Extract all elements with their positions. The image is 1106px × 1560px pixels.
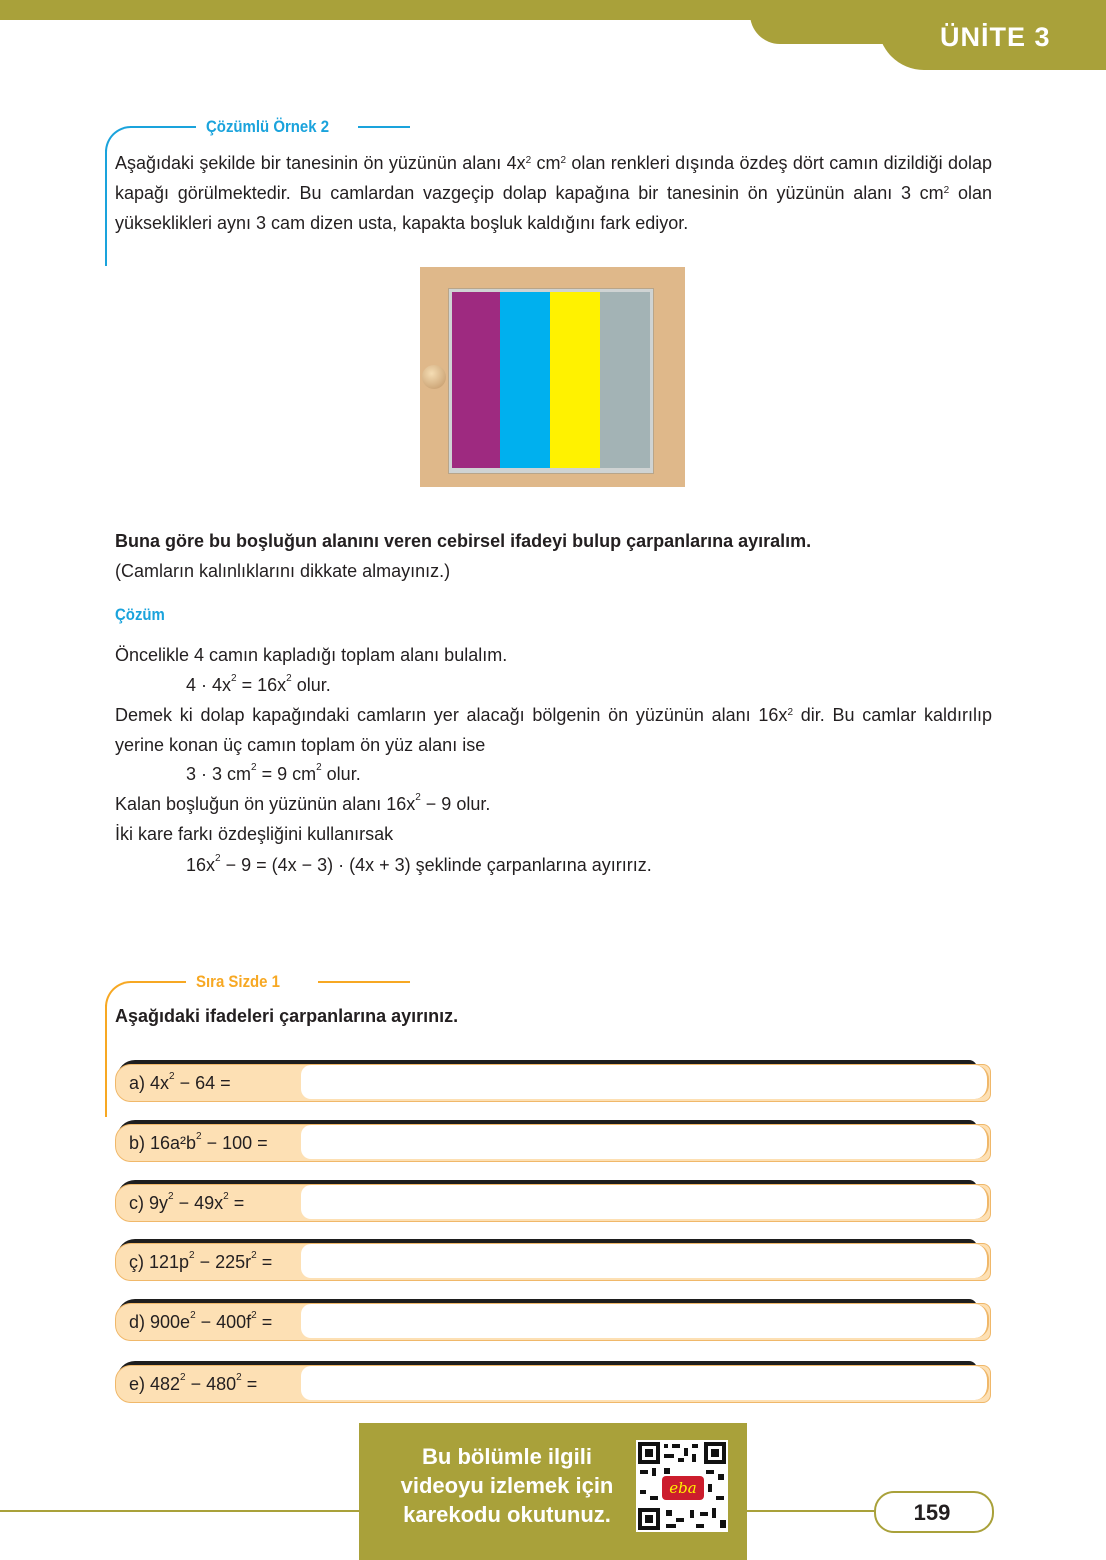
exercise-label-cc: ç) $121p^2 - 225r^2$ =	[129, 1250, 273, 1272]
footer-line-left	[0, 1510, 359, 1512]
glass-panel-purple	[452, 292, 502, 468]
exercise-frame-side	[105, 1005, 107, 1117]
exercise-label-e: e) $482^2 - 480^2$ =	[129, 1372, 258, 1394]
exercise-label-a: a) $4x^2 - 64$ =	[129, 1071, 231, 1093]
answer-field-c[interactable]	[301, 1185, 989, 1219]
svg-text:eba: eba	[669, 1479, 697, 1497]
example-note: (Camların kalınlıklarını dikkate almayınız.)	[115, 561, 451, 581]
solution-title: Çözüm	[115, 605, 165, 624]
answer-field-e[interactable]	[301, 1366, 989, 1400]
example-title-line-right	[358, 126, 410, 128]
page-number: 159	[913, 1500, 951, 1525]
qr-code-graphic	[636, 1440, 728, 1532]
example-text: Aşağıdaki şekilde bir tanesinin ön yüzünün alanı $4x^2$ $cm^2$ olan renkleri dışında özdeş dört camın dizildiği dolap kapağı görülmektedir. Bu camlardan vazgeçip dolap kapağına bir tanesinin ön yüzünün alanı 3 $cm^2$ olan yükseklikleri aynı 3 cam dizen usta, kapakta boşluk kaldığını fark ediyor.	[115, 153, 992, 233]
answer-field-cc[interactable]	[301, 1244, 989, 1278]
example-question: Buna göre bu boşluğun alanını veren cebirsel ifadeyi bulup çarpanlarına ayıralım.	[115, 531, 812, 551]
exercise-title: Sıra Sizde 1	[196, 972, 280, 991]
glass-panel-gray	[600, 292, 650, 468]
answer-field-d[interactable]	[301, 1304, 989, 1338]
answer-field-b[interactable]	[301, 1125, 989, 1159]
answer-field-a[interactable]	[301, 1065, 989, 1099]
exercise-label-c: c) $9y^2 - 49x^2$ =	[129, 1191, 245, 1213]
solution-line-6: İki kare farkı özdeşliğini kullanırsak	[115, 824, 394, 844]
example-title: Çözümlü Örnek 2	[206, 117, 330, 136]
example-frame-side	[105, 150, 107, 266]
glass-panel-blue	[500, 292, 550, 468]
exercise-row-a	[115, 1064, 991, 1102]
exercise-instruction: Aşağıdaki ifadeleri çarpanlarına ayırınız.	[115, 1006, 459, 1026]
exercise-title-line-left	[130, 981, 186, 983]
exercise-row-d	[115, 1303, 991, 1341]
cabinet-knob	[422, 365, 446, 389]
solution-line-7: $16x^2 - 9 = (4x - 3) \cdot (4x + 3)$ şeklinde çarpanlarına ayırırız.	[186, 853, 652, 875]
exercise-row-cc	[115, 1243, 991, 1281]
unit-title: ÜNİTE 3	[940, 22, 1051, 52]
exercise-row-c	[115, 1184, 991, 1222]
qr-code[interactable]	[636, 1440, 728, 1532]
exercise-label-b: b) $16a^2b^2 - 100$ =	[129, 1131, 268, 1153]
solution-line-2: $4 \cdot 4x^2 = 16x^2$ olur.	[186, 673, 331, 695]
qr-instructions: Bu bölümle ilgili videoyu izlemek için karekodu okutunuz.	[400, 1444, 614, 1527]
solution-line-4: 3 · 3 $cm^2 = 9$ $cm^2$ olur.	[186, 762, 361, 784]
solution-line-5: Kalan boşluğun ön yüzünün alanı $16x^2 - 9$ olur.	[115, 792, 491, 814]
exercise-label-d: d) $900e^2 - 400f^2$ =	[129, 1310, 273, 1332]
footer-line-right	[747, 1510, 874, 1512]
example-title-line-left	[130, 126, 196, 128]
exercise-row-b	[115, 1124, 991, 1162]
exercise-title-line-right	[318, 981, 410, 983]
solution-line-1: Öncelikle 4 camın kapladığı toplam alanı bulalım.	[115, 645, 508, 665]
exercise-row-e	[115, 1365, 991, 1403]
solution-line-3: Demek ki dolap kapağındaki camların yer alacağı bölgenin ön yüzünün alanı $16x^2$ dir. Bu camlar kaldırılıp yerine konan üç camın toplam ön yüz alanı ise	[115, 705, 992, 755]
glass-panel-yellow	[550, 292, 600, 468]
